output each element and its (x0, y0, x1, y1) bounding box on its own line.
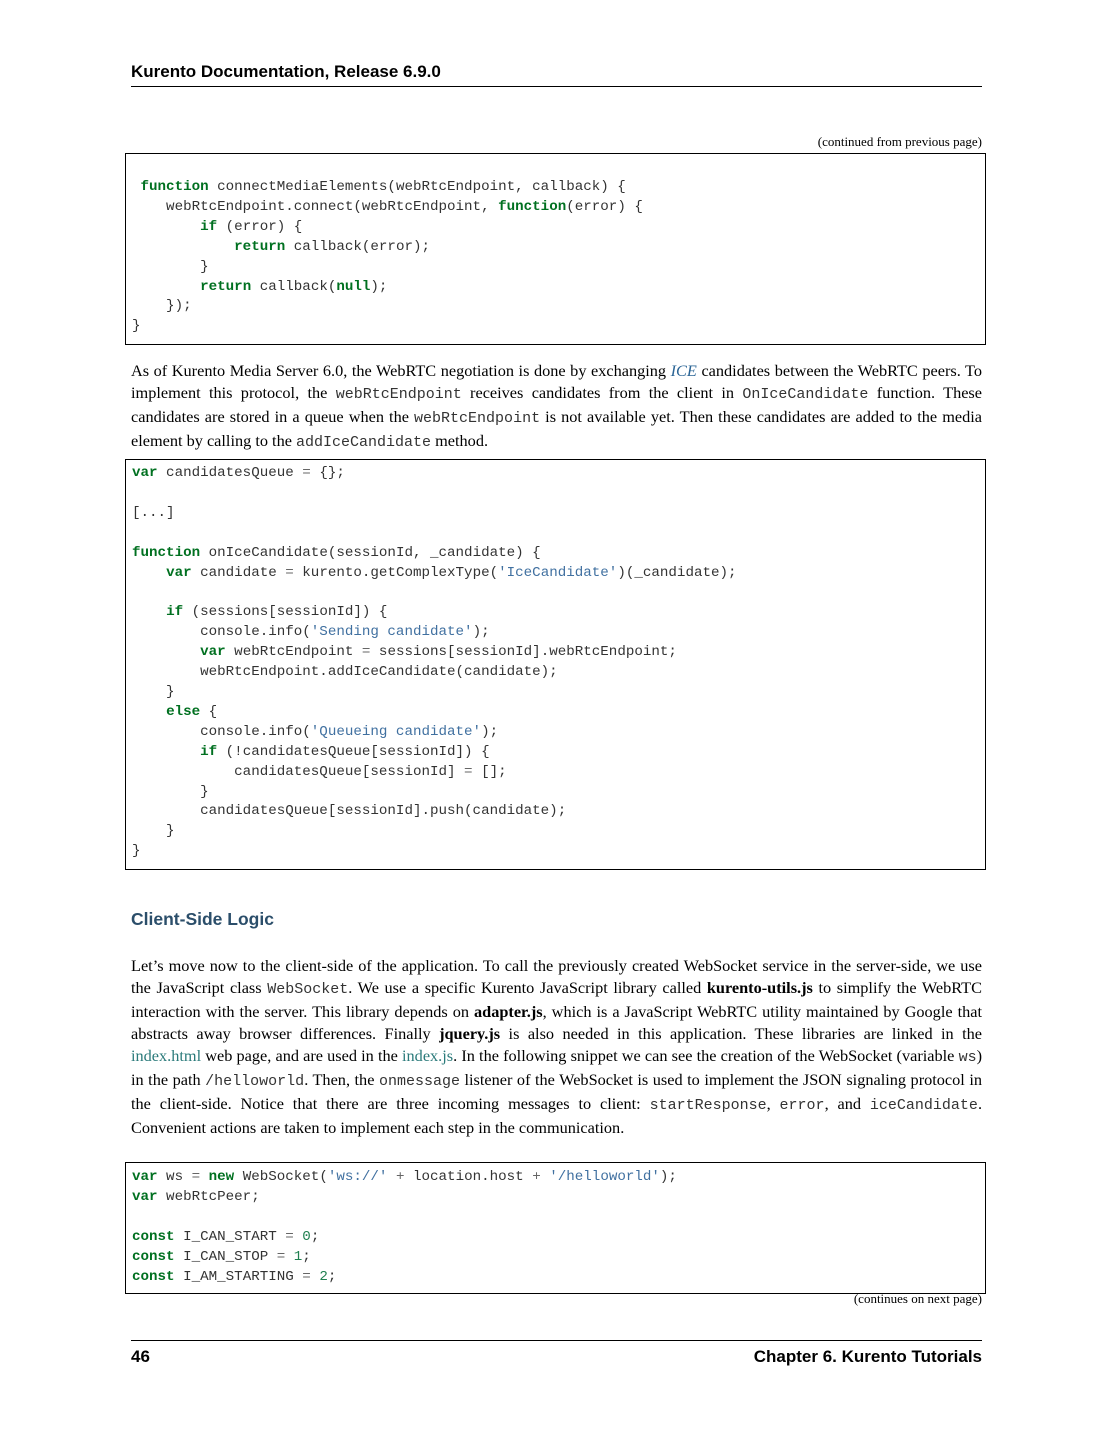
chapter-title: Chapter 6. Kurento Tutorials (753, 1347, 982, 1366)
paragraph-ice: As of Kurento Media Server 6.0, the WebRTC negotiation is done by exchanging ICE candidates between the WebRTC peers. To implement this protocol, the webRtcEndpoint receives candidates from the client in OnIceCandidate function. These candidates are stored in a queue when the webRtcEndpoint is not available yet. Then these candidates are added to the media element by calling to the addIceCandidate method. (131, 361, 982, 451)
index-html-link[interactable]: index.html (131, 1046, 202, 1065)
running-header-title: Kurento Documentation, Release 6.9.0 (131, 62, 441, 81)
code-block-client-websocket (125, 1162, 986, 1294)
ice-link[interactable]: ICE (670, 361, 697, 380)
page-number: 46 (131, 1347, 150, 1366)
paragraph-client-side: Let’s move now to the client-side of the application. To call the previously created WebSocket service in the server-side, we use the JavaScript class WebSocket. We use a specific Kurento JavaScript library called kurento-utils.js to simplify the WebRTC interaction with the server. This library depends on adapter.js, which is a JavaScript WebRTC utility maintained by Google that abstracts away browser differences. Finally jquery.js is also needed in this application. These libraries are linked in the index.html web page, and are used in the index.js. In the following snippet we can see the creation of the WebSocket (variable ws) in the path /helloworld. Then, the onmessage listener of the WebSocket is used to implement the JSON signaling protocol in the client-side. Notice that there are three incoming messages to client: startResponse, error, and iceCandidate. Convenient actions are taken to implement each step in the communication. (131, 956, 983, 1137)
index-js-link[interactable]: index.js (402, 1046, 454, 1065)
code-text: var ws = new WebSocket('ws://' + location.host + '/helloworld'); var webRtcPeer; const I_CAN_START = 0; const I_CAN_STOP = 1; const I_AM_STARTING = 2; (132, 1169, 677, 1285)
code-block-candidates-queue (125, 459, 986, 870)
code-text: function connectMediaElements(webRtcEndpoint, callback) { webRtcEndpoint.connect(webRtcEndpoint, function(error) { if (error) { return callback(error); } return callback(null); }); } (132, 179, 643, 335)
header-rule (131, 86, 982, 87)
code-text: var candidatesQueue = {}; [...] function onIceCandidate(sessionId, _candidate) { var candidate = kurento.getComplexType('IceCandidate')(_candidate); if (sessions[sessionId]) { console.info('Sending candidate'); var webRtcEndpoint = sessions[sessionId].webRtcEndpoint; webRtcEndpoint.addIceCandidate(candidate); } else { console.info('Queueing candidate'); if (!candidatesQueue[sessionId]) { candidatesQueue[sessionId] = []; } candidatesQueue[sessionId].push(candidate); } } (132, 465, 737, 860)
continued-from-note: (continued from previous page) (817, 134, 982, 149)
code-block-connect-media (125, 153, 986, 345)
section-heading: Client-Side Logic (131, 909, 274, 929)
continues-on-note: (continues on next page) (853, 1291, 982, 1306)
footer-rule (131, 1340, 982, 1341)
